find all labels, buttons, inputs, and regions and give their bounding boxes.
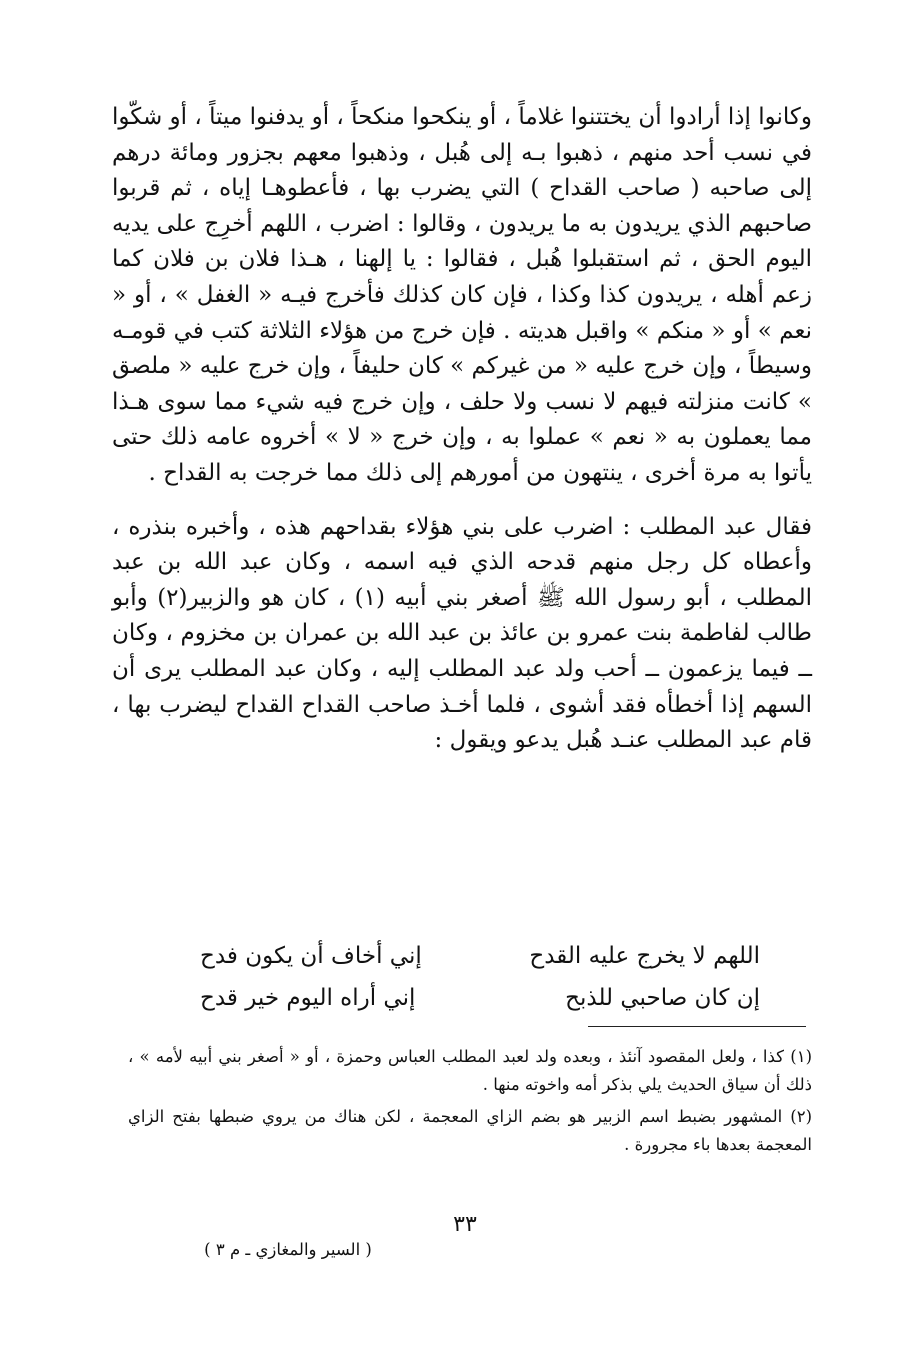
verse-1-first-hemistich: اللهم لا يخرج عليه القدح xyxy=(529,943,760,969)
book-signature: ( السير والمغازي ـ م ٣ ) xyxy=(204,1240,372,1259)
poem xyxy=(200,935,760,1019)
verse-2-first-hemistich: إن كان صاحبي للذبح xyxy=(565,985,760,1011)
paragraph-2: فقال عبد المطلب : اضرب على بني هؤلاء بقداحهم هذه ، وأخبره بنذره ، وأعطاه كل رجل منهم قدحه الذي فيه اسمه ، وكان عبد الله بن عبد المطلب ، أبو رسول الله ﷺ أصغر بني أبيه (١) ، كان هو والزبير(٢) وأبو طالب لفاطمة بنت عمرو بن عائذ بن عبد الله بن عمران بن مخزوم ، وكان ــ فيما يزعمون ــ أحب ولد عبد المطلب إليه ، وكان عبد المطلب يرى أن السهم إذا أخطأه فقد أشوى ، فلما أخـذ صاحب القداح القداح ليضرب بها ، قام عبد المطلب عنـد هُبل يدعو ويقول : xyxy=(112,513,812,754)
footnote-2: (٢) المشهور بضبط اسم الزبير هو بضم الزاي المعجمة ، لكن هناك من يروي ضبطها بفتح الزاي المعجمة بعدها باء مجرورة . xyxy=(128,1107,812,1154)
paragraph-1: وكانوا إذا أرادوا أن يختتنوا غلاماً ، أو ينكحوا منكحاً ، أو يدفنوا ميتاً ، أو شكّوا في نسب أحد منهم ، ذهبوا بـه إلى هُبل ، وذهبوا معهم بجزور ومائة درهم إلى صاحبه ( صاحب القداح ) التي يضرب بها ، فأعطوهـا إياه ، ثم قربوا صاحبهم الذي يريدون به ما يريدون ، وقالوا : اضرب ، اللهم أخرِج على يديه اليوم الحق ، ثم استقبلوا هُبل ، فقالوا : يا إلهنا ، هـذا فلان بن فلان كما زعم أهله ، يريدون كذا وكذا ، فإن كان كذلك فأخرج فيـه « الغفل » ، أو « نعم » أو « منكم » واقبل هديته . فإن خرج من هؤلاء الثلاثة كتب في قومـه وسيطاً ، وإن خرج عليه « من غيركم » كان حليفاً ، وإن خرج عليه « ملصق » كانت منزلته فيهم لا نسب ولا حلف ، وإن خرج فيه شيء مما سوى هـذا مما يعملون به « نعم » عملوا به ، وإن خرج « لا » أخروه عامه ذلك حتى يأتوا به مرة أخرى ، ينتهون من أمورهم إلى ذلك مما خرجت به القداح . xyxy=(112,104,812,486)
page-number: ٣٣ xyxy=(453,1212,477,1237)
footnote-divider xyxy=(588,1026,806,1027)
verse-1 xyxy=(200,935,760,977)
verse-2-second-hemistich: إني أراه اليوم خير قدح xyxy=(200,985,416,1011)
main-text xyxy=(112,100,812,759)
footnote-1: (١) كذا ، ولعل المقصود آنئذ ، وبعده ولد لعبد المطلب العباس وحمزة ، أو « أصغر بني أبيه لأمه » ، ذلك أن سياق الحديث يلي بذكر أمه واخوته منها . xyxy=(128,1047,812,1094)
verse-2 xyxy=(200,977,760,1019)
verse-1-second-hemistich: إني أخاف أن يكون فدح xyxy=(200,943,422,969)
footnotes xyxy=(128,1043,812,1159)
